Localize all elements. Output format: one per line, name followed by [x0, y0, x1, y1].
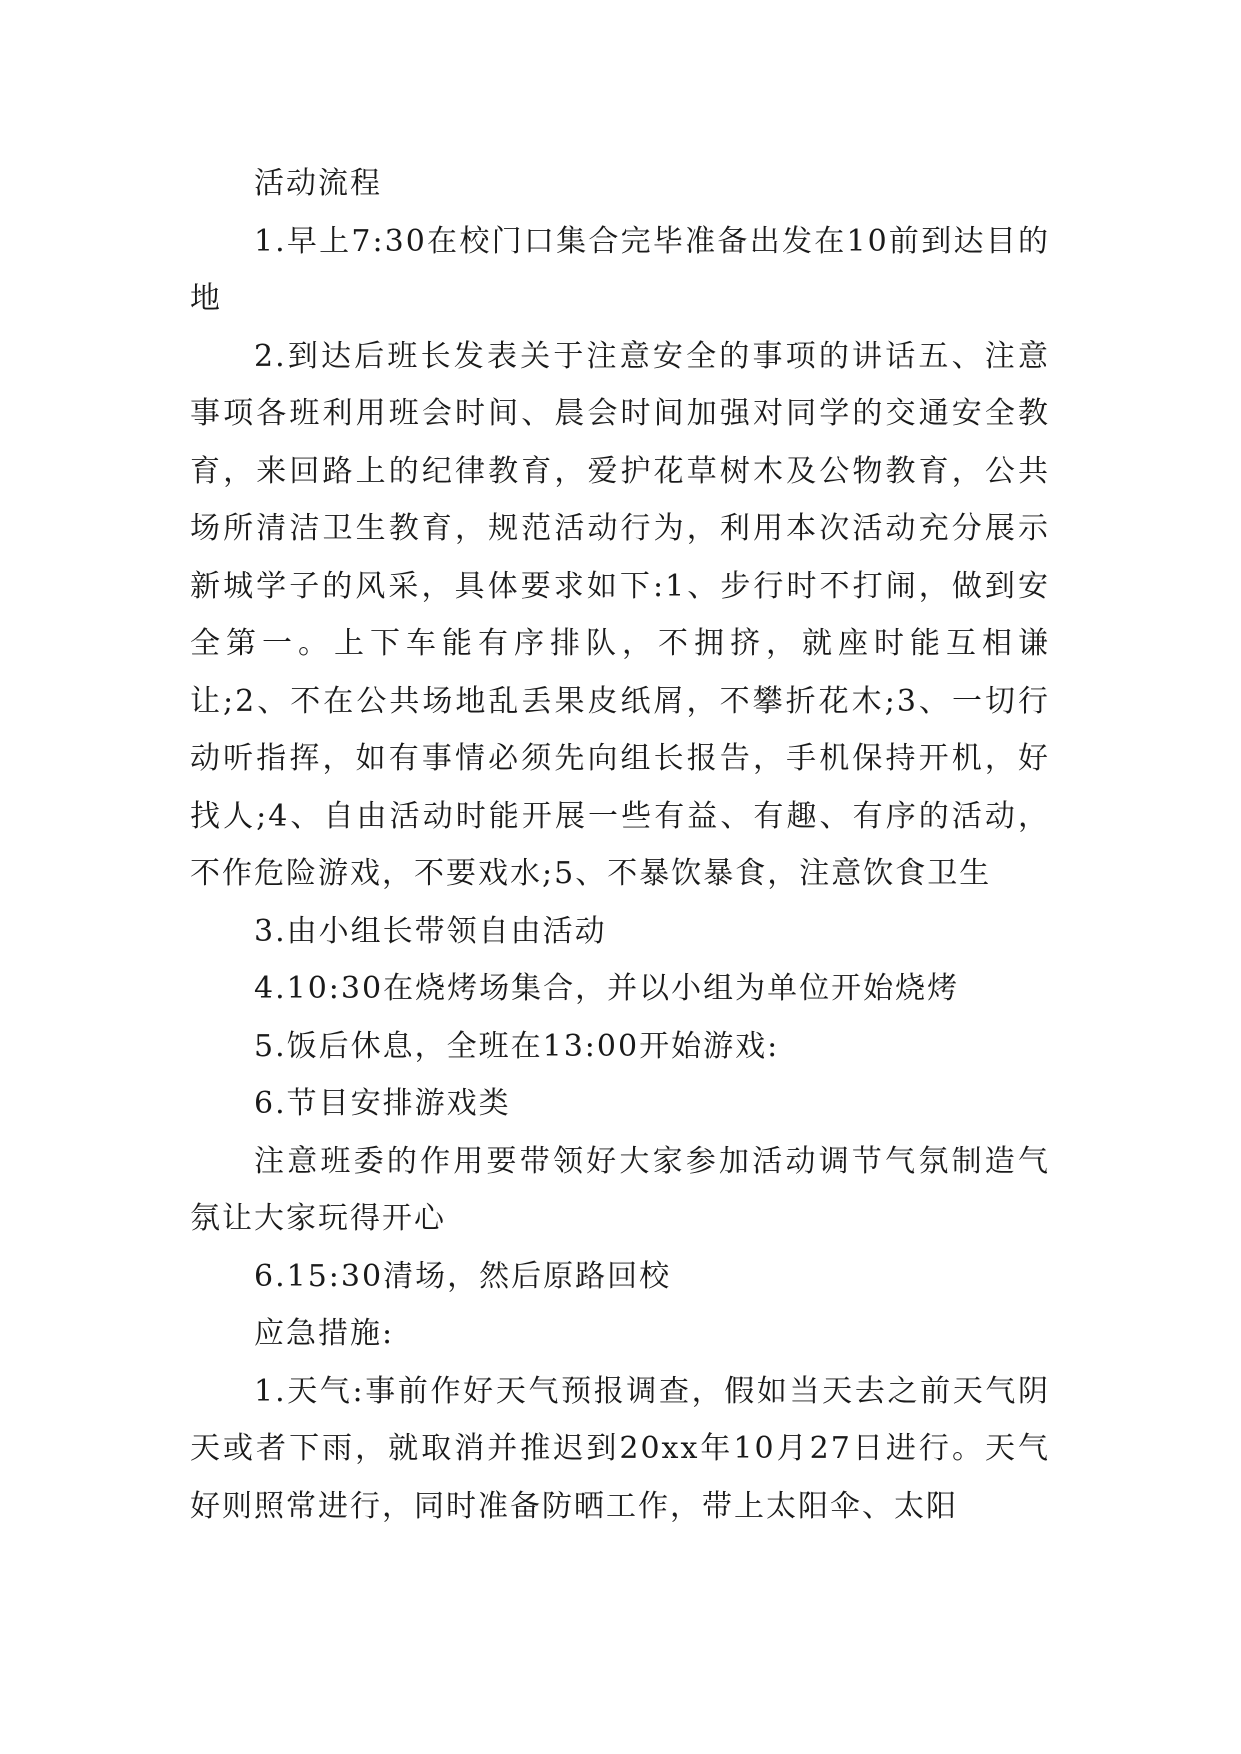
paragraph-step-1: 1.早上7:30在校门口集合完毕准备出发在10前到达目的地 [190, 223, 1050, 316]
paragraph-step-2: 2.到达后班长发表关于注意安全的事项的讲话五、注意事项各班利用班会时间、晨会时间加强对同学的交通安全教育，来回路上的纪律教育，爱护花草树木及公物教育，公共场所清洁卫生教育，规范活动行为，利用本次活动充分展示新城学子的风采，具体要求如下:1、步行时不打闹，做到安全第一。上下车能有序排队，不拥挤，就座时能互相谦让;2、不在公共场地乱丢果皮纸屑，不攀折花木;3、一切行动听指挥，如有事情必须先向组长报告，手机保持开机，好找人;4、自由活动时能开展一些有益、有趣、有序的活动，不作危险游戏，不要戏水;5、不暴饮暴食，注意饮食卫生 [190, 338, 1050, 891]
paragraph-step-4: 4.10:30在烧烤场集合，并以小组为单位开始烧烤 [254, 971, 960, 1006]
paragraph-step-6: 6.节目安排游戏类 [254, 1086, 511, 1121]
document-body [190, 155, 1050, 1535]
paragraph-step-5: 5.饭后休息，全班在13:00开始游戏: [254, 1028, 780, 1064]
paragraph-step-6-return: 6.15:30清场，然后原路回校 [254, 1258, 672, 1294]
paragraph-emergency-weather: 1.天气:事前作好天气预报调查，假如当天去之前天气阴天或者下雨，就取消并推迟到20xx年10月27日进行。天气好则照常进行，同时准备防晒工作，带上太阳伞、太阳 [190, 1373, 1050, 1524]
paragraph-step-3: 3.由小组长带领自由活动 [254, 913, 607, 949]
paragraph-heading-emergency: 应急措施: [254, 1316, 395, 1351]
paragraph-heading-activity-flow: 活动流程 [254, 166, 382, 201]
paragraph-note-committee: 注意班委的作用要带领好大家参加活动调节气氛制造气氛让大家玩得开心 [190, 1143, 1050, 1236]
